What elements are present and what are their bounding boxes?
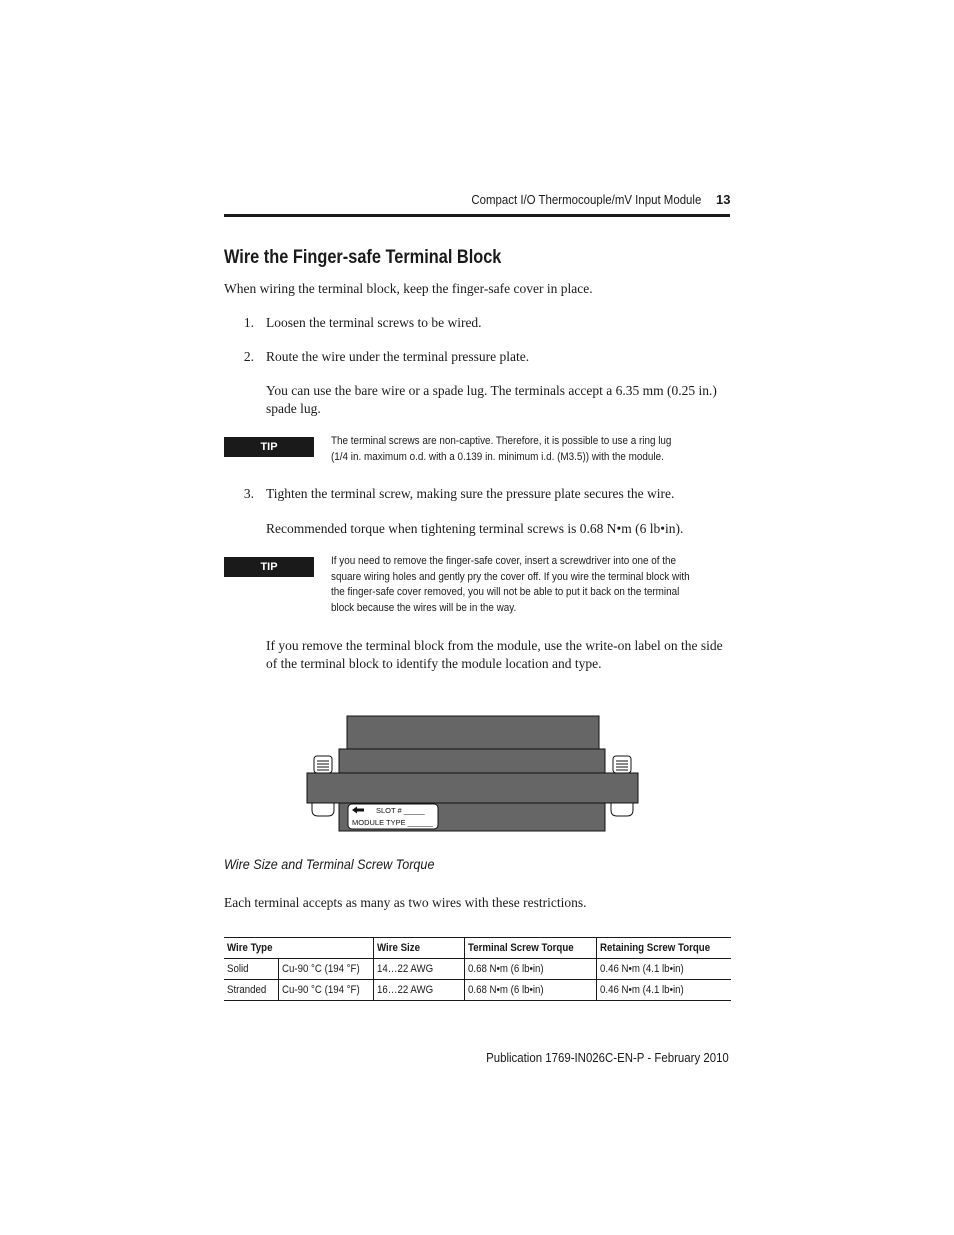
step-number: 3.: [243, 486, 254, 501]
terminal-block-middle: [339, 749, 605, 773]
step-note: You can use the bare wire or a spade lug. The terminals accept a 6.35 mm (0.25 in.) spade lug.: [266, 383, 717, 416]
table-cell: Stranded: [224, 980, 278, 1001]
section-heading: Wire the Finger-safe Terminal Block: [224, 247, 502, 268]
table-cell: 0.46 N•m (4.1 lb•in): [597, 959, 731, 980]
table-cell: 0.68 N•m (6 lb•in): [465, 959, 597, 980]
column-header: Wire Type: [224, 938, 374, 959]
table-cell: Solid: [224, 959, 278, 980]
module-type-label: MODULE TYPE ______: [352, 818, 433, 827]
running-header-title: Compact I/O Thermocouple/mV Input Module: [471, 192, 701, 207]
tip-badge: TIP: [224, 557, 314, 577]
header-rule: [224, 214, 730, 217]
terminal-block-figure: [300, 710, 646, 840]
step-text: Route the wire under the terminal pressure plate.: [266, 349, 530, 364]
table-cell: Cu-90 °C (194 °F): [278, 959, 373, 980]
step-number: 1.: [243, 315, 254, 330]
page-number: 13: [716, 192, 731, 207]
step-number: 2.: [243, 349, 254, 364]
table-cell: 16…22 AWG: [374, 980, 465, 1001]
table-cell: 0.46 N•m (4.1 lb•in): [597, 980, 731, 1001]
column-header: Terminal Screw Torque: [465, 938, 597, 959]
table-row: [224, 980, 731, 1001]
terminal-block-top: [347, 716, 599, 749]
table-cell: Cu-90 °C (194 °F): [278, 980, 373, 1001]
tip-badge: TIP: [224, 437, 314, 457]
slot-label: SLOT # _____: [376, 806, 425, 815]
column-header: Retaining Screw Torque: [597, 938, 731, 959]
table-cell: 0.68 N•m (6 lb•in): [465, 980, 597, 1001]
table-intro: Each terminal accepts as many as two wires with these restrictions.: [224, 895, 587, 910]
write-on-label: [348, 804, 438, 829]
wire-size-torque-table: [224, 937, 731, 1001]
step-text: Loosen the terminal screws to be wired.: [266, 315, 482, 330]
tip-text: The terminal screws are non-captive. Therefore, it is possible to use a ring lug (1/4 in. maximum o.d. with a 0.139 in. minimum i.d. (M3.5)) with the module.: [331, 435, 672, 463]
step-note: Recommended torque when tightening terminal screws is 0.68 N•m (6 lb•in).: [266, 521, 684, 536]
publication-footer: Publication 1769-IN026C-EN-P - February 2010: [486, 1050, 729, 1065]
label-paragraph: If you remove the terminal block from the module, use the write-on label on the side of the terminal block to identify the module location and type.: [266, 638, 723, 671]
table-row: [224, 959, 731, 980]
table-header-row: [224, 938, 731, 959]
table-cell: 14…22 AWG: [374, 959, 465, 980]
column-header: Wire Size: [374, 938, 465, 959]
table-caption: Wire Size and Terminal Screw Torque: [224, 856, 435, 872]
terminal-block-flange: [307, 773, 638, 803]
intro-paragraph: When wiring the terminal block, keep the finger-safe cover in place.: [224, 281, 593, 296]
step-text: Tighten the terminal screw, making sure the pressure plate secures the wire.: [266, 486, 675, 501]
tip-text: If you need to remove the finger-safe cover, insert a screwdriver into one of the square wiring holes and gently pry the cover off. If you wire the terminal block with the finger-safe cover removed, you will not be able to put it back on the terminal block because the wires will be in the way.: [331, 555, 690, 615]
